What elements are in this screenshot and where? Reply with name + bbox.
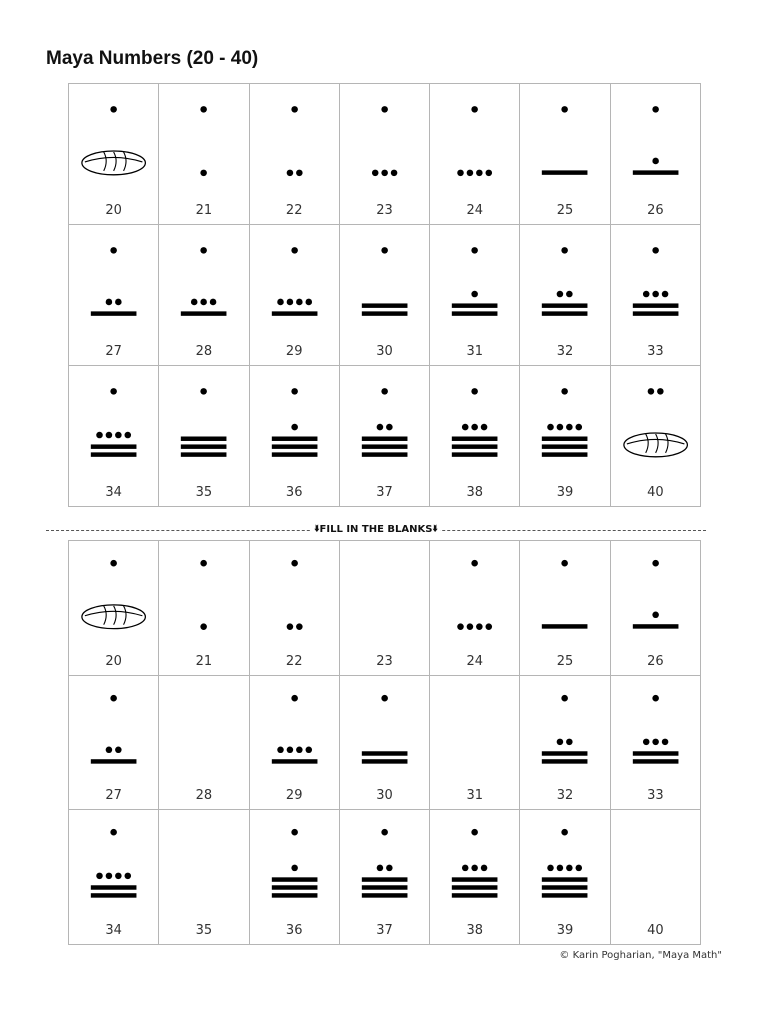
unit-bar bbox=[271, 436, 317, 440]
unit-bar bbox=[452, 894, 498, 898]
fill-in-cell bbox=[520, 676, 610, 811]
unit-dot bbox=[291, 865, 298, 872]
shell-rib bbox=[655, 434, 657, 453]
reference-cell bbox=[430, 225, 520, 366]
numeral-value: 27 bbox=[105, 788, 122, 804]
reference-cell bbox=[159, 225, 249, 366]
unit-dot bbox=[305, 299, 312, 306]
unit-dot bbox=[462, 424, 469, 431]
numeral-value: 25 bbox=[556, 653, 574, 669]
unit-bar bbox=[271, 444, 317, 448]
unit-bar bbox=[452, 452, 498, 456]
shell-rib bbox=[124, 152, 126, 171]
shell-rib bbox=[114, 606, 116, 625]
unit-dot bbox=[381, 170, 388, 177]
numeral-value: 29 bbox=[285, 788, 303, 804]
numeral-value: 38 bbox=[466, 485, 484, 500]
numeral-value: 34 bbox=[105, 923, 122, 938]
unit-bar bbox=[542, 444, 588, 448]
numeral-value: 32 bbox=[556, 788, 574, 804]
fill-in-number-grid bbox=[68, 540, 701, 945]
reference-cell bbox=[69, 366, 159, 507]
reference-cell bbox=[520, 225, 610, 366]
shell-zero-icon bbox=[624, 433, 687, 457]
fill-in-cell bbox=[250, 541, 340, 676]
unit-bar bbox=[271, 886, 317, 890]
unit-dot bbox=[286, 299, 293, 306]
upper-dot bbox=[652, 695, 659, 702]
unit-dot bbox=[96, 873, 103, 880]
numeral-value: 39 bbox=[556, 923, 574, 938]
upper-dot bbox=[652, 106, 659, 113]
unit-dot bbox=[567, 865, 574, 872]
unit-bar bbox=[542, 624, 588, 628]
upper-number-grid bbox=[68, 83, 701, 507]
reference-cell bbox=[430, 84, 520, 225]
unit-dot bbox=[106, 746, 113, 753]
divider-label-wrap bbox=[311, 522, 440, 538]
unit-dot bbox=[377, 424, 384, 431]
reference-cell bbox=[69, 225, 159, 366]
reference-cell bbox=[250, 84, 340, 225]
unit-dot bbox=[277, 746, 284, 753]
fill-in-cell[interactable] bbox=[159, 810, 249, 945]
numeral-value: 33 bbox=[647, 344, 664, 359]
unit-bar bbox=[91, 894, 137, 898]
upper-dot bbox=[381, 106, 388, 113]
numeral-value: 38 bbox=[466, 923, 484, 938]
fill-in-cell[interactable] bbox=[159, 676, 249, 811]
upper-dot bbox=[381, 829, 388, 836]
numeral-value: 31 bbox=[466, 344, 484, 359]
numeral-value: 27 bbox=[105, 344, 122, 359]
upper-dot bbox=[291, 247, 298, 254]
reference-cell bbox=[250, 366, 340, 507]
unit-dot bbox=[377, 865, 384, 872]
unit-dot bbox=[106, 873, 113, 880]
unit-bar bbox=[542, 436, 588, 440]
numeral-value: 20 bbox=[105, 203, 122, 218]
upper-dot bbox=[110, 829, 117, 836]
upper-dot bbox=[201, 106, 208, 113]
unit-dot bbox=[125, 873, 132, 880]
unit-dot bbox=[652, 291, 659, 298]
reference-cell bbox=[340, 366, 430, 507]
unit-dot bbox=[457, 170, 464, 177]
upper-dot bbox=[562, 829, 569, 836]
upper-dot bbox=[562, 388, 569, 395]
unit-bar bbox=[633, 751, 679, 755]
unit-bar bbox=[633, 311, 679, 315]
numeral-value: 23 bbox=[376, 653, 393, 669]
unit-bar bbox=[91, 759, 137, 763]
shell-rib bbox=[104, 606, 106, 625]
unit-bar bbox=[633, 624, 679, 628]
unit-bar bbox=[362, 894, 408, 898]
unit-bar bbox=[452, 436, 498, 440]
fill-in-cell bbox=[520, 541, 610, 676]
shell-zero-icon bbox=[82, 605, 145, 629]
unit-bar bbox=[362, 878, 408, 882]
unit-dot bbox=[201, 299, 208, 306]
unit-dot bbox=[481, 865, 488, 872]
upper-dot bbox=[472, 829, 479, 836]
unit-bar bbox=[452, 878, 498, 882]
unit-bar bbox=[452, 886, 498, 890]
numeral-value: 28 bbox=[195, 788, 213, 804]
fill-in-cell bbox=[69, 810, 159, 945]
upper-dot bbox=[652, 560, 659, 567]
divider-label: FILL IN THE BLANKS bbox=[319, 524, 433, 535]
fill-in-cell bbox=[340, 676, 430, 811]
unit-bar bbox=[91, 452, 137, 456]
shell-rib bbox=[114, 152, 116, 171]
unit-dot bbox=[467, 170, 474, 177]
numeral-value: 30 bbox=[376, 788, 393, 804]
unit-dot bbox=[576, 865, 583, 872]
unit-bar bbox=[362, 886, 408, 890]
unit-dot bbox=[652, 738, 659, 745]
unit-bar bbox=[362, 311, 408, 315]
shell-rib bbox=[124, 606, 126, 625]
unit-bar bbox=[633, 170, 679, 174]
unit-dot bbox=[486, 623, 493, 630]
unit-dot bbox=[291, 424, 298, 431]
shell-rib bbox=[104, 152, 106, 171]
unit-bar bbox=[181, 436, 227, 440]
shell-curve bbox=[627, 439, 685, 443]
shell-curve bbox=[85, 611, 143, 615]
upper-dot bbox=[110, 560, 117, 567]
page-title: Maya Numbers (20 - 40) bbox=[46, 48, 259, 69]
unit-bar bbox=[271, 452, 317, 456]
unit-dot bbox=[286, 623, 293, 630]
unit-dot bbox=[472, 291, 479, 298]
upper-dot bbox=[472, 247, 479, 254]
reference-cell bbox=[69, 84, 159, 225]
numeral-value: 23 bbox=[376, 203, 393, 218]
upper-dot bbox=[562, 247, 569, 254]
copyright-credit: © Karin Pogharian, "Maya Math" bbox=[559, 950, 722, 961]
fill-in-cell bbox=[430, 810, 520, 945]
numeral-value: 24 bbox=[466, 203, 484, 218]
reference-cell bbox=[611, 225, 701, 366]
unit-dot bbox=[548, 424, 555, 431]
unit-bar bbox=[362, 303, 408, 307]
numeral-value: 20 bbox=[105, 653, 122, 669]
unit-bar bbox=[542, 751, 588, 755]
numeral-value: 36 bbox=[285, 485, 303, 500]
numeral-value: 21 bbox=[195, 203, 213, 218]
fill-in-cell bbox=[611, 676, 701, 811]
upper-dot bbox=[291, 106, 298, 113]
reference-cell bbox=[520, 84, 610, 225]
unit-dot bbox=[210, 299, 217, 306]
unit-dot bbox=[481, 424, 488, 431]
upper-dot bbox=[110, 247, 117, 254]
shell-rib bbox=[665, 434, 667, 453]
unit-dot bbox=[576, 424, 583, 431]
unit-dot bbox=[548, 865, 555, 872]
unit-bar bbox=[542, 878, 588, 882]
unit-bar bbox=[271, 878, 317, 882]
numeral-value: 22 bbox=[285, 653, 303, 669]
numeral-value: 28 bbox=[195, 344, 213, 359]
numeral-value: 31 bbox=[466, 788, 484, 804]
unit-dot bbox=[643, 738, 650, 745]
unit-dot bbox=[277, 299, 284, 306]
unit-dot bbox=[296, 299, 303, 306]
reference-cell bbox=[611, 84, 701, 225]
upper-dot bbox=[201, 247, 208, 254]
unit-bar bbox=[633, 759, 679, 763]
reference-cell bbox=[520, 366, 610, 507]
numeral-value: 36 bbox=[285, 923, 303, 938]
numeral-value: 37 bbox=[376, 923, 393, 938]
reference-cell bbox=[340, 84, 430, 225]
unit-dot bbox=[115, 746, 122, 753]
unit-dot bbox=[661, 291, 668, 298]
reference-cell bbox=[430, 366, 520, 507]
numeral-value: 40 bbox=[647, 923, 664, 938]
unit-dot bbox=[557, 865, 564, 872]
unit-bar bbox=[91, 444, 137, 448]
numeral-value: 24 bbox=[466, 653, 484, 669]
upper-dot bbox=[291, 695, 298, 702]
upper-dot bbox=[201, 388, 208, 395]
unit-dot bbox=[201, 170, 208, 177]
unit-dot bbox=[652, 158, 659, 165]
upper-dot bbox=[291, 829, 298, 836]
unit-dot bbox=[391, 170, 398, 177]
numeral-value: 22 bbox=[285, 203, 303, 218]
upper-dot bbox=[562, 695, 569, 702]
fill-in-divider bbox=[46, 522, 706, 538]
unit-bar bbox=[633, 303, 679, 307]
unit-dot bbox=[191, 299, 198, 306]
unit-bar bbox=[271, 759, 317, 763]
upper-dot bbox=[562, 560, 569, 567]
unit-dot bbox=[115, 299, 122, 306]
upper-dot bbox=[291, 388, 298, 395]
unit-dot bbox=[476, 170, 483, 177]
unit-dot bbox=[386, 424, 393, 431]
numeral-value: 26 bbox=[647, 653, 664, 669]
unit-dot bbox=[305, 746, 312, 753]
unit-dot bbox=[462, 865, 469, 872]
upper-dot bbox=[647, 388, 654, 395]
upper-dot bbox=[110, 388, 117, 395]
fill-in-cell bbox=[250, 676, 340, 811]
numeral-value: 32 bbox=[556, 344, 574, 359]
unit-bar bbox=[91, 886, 137, 890]
unit-bar bbox=[542, 303, 588, 307]
numeral-value: 21 bbox=[195, 653, 213, 669]
unit-dot bbox=[643, 291, 650, 298]
upper-dot bbox=[472, 560, 479, 567]
fill-in-cell bbox=[159, 541, 249, 676]
upper-dot bbox=[562, 106, 569, 113]
reference-cell bbox=[159, 84, 249, 225]
unit-dot bbox=[106, 432, 113, 439]
numeral-value: 40 bbox=[647, 485, 664, 500]
upper-dot bbox=[472, 106, 479, 113]
unit-dot bbox=[115, 873, 122, 880]
unit-dot bbox=[96, 432, 103, 439]
unit-dot bbox=[472, 424, 479, 431]
unit-dot bbox=[296, 623, 303, 630]
unit-bar bbox=[91, 311, 137, 315]
unit-dot bbox=[557, 291, 564, 298]
shell-rib bbox=[645, 434, 647, 453]
numeral-value: 37 bbox=[376, 485, 393, 500]
reference-cell bbox=[159, 366, 249, 507]
numeral-value: 26 bbox=[647, 203, 664, 218]
unit-dot bbox=[467, 623, 474, 630]
unit-dot bbox=[557, 738, 564, 745]
unit-bar bbox=[362, 759, 408, 763]
numeral-value: 35 bbox=[195, 485, 213, 500]
unit-bar bbox=[452, 444, 498, 448]
upper-dot bbox=[657, 388, 664, 395]
shell-zero-icon bbox=[82, 151, 145, 175]
unit-dot bbox=[476, 623, 483, 630]
unit-bar bbox=[362, 751, 408, 755]
unit-bar bbox=[362, 444, 408, 448]
unit-dot bbox=[472, 865, 479, 872]
numeral-value: 34 bbox=[105, 485, 122, 500]
unit-dot bbox=[567, 738, 574, 745]
upper-dot bbox=[381, 695, 388, 702]
unit-dot bbox=[106, 299, 113, 306]
fill-in-cell bbox=[250, 810, 340, 945]
fill-in-cell bbox=[69, 676, 159, 811]
upper-dot bbox=[291, 560, 298, 567]
upper-dot bbox=[201, 560, 208, 567]
unit-dot bbox=[286, 746, 293, 753]
fill-in-cell bbox=[611, 541, 701, 676]
unit-dot bbox=[652, 611, 659, 618]
shell-curve bbox=[85, 157, 143, 161]
shell-outline bbox=[82, 605, 145, 629]
unit-bar bbox=[181, 444, 227, 448]
unit-dot bbox=[296, 170, 303, 177]
unit-dot bbox=[557, 424, 564, 431]
unit-bar bbox=[542, 759, 588, 763]
arrow-down-icon: 🢛 bbox=[432, 524, 438, 535]
fill-in-cell[interactable] bbox=[430, 676, 520, 811]
unit-dot bbox=[567, 424, 574, 431]
fill-in-cell bbox=[430, 541, 520, 676]
numeral-value: 29 bbox=[285, 344, 303, 359]
fill-in-cell[interactable] bbox=[611, 810, 701, 945]
unit-bar bbox=[542, 170, 588, 174]
unit-bar bbox=[542, 452, 588, 456]
unit-bar bbox=[271, 894, 317, 898]
reference-cell bbox=[250, 225, 340, 366]
fill-in-cell[interactable] bbox=[340, 541, 430, 676]
unit-bar bbox=[452, 311, 498, 315]
unit-dot bbox=[486, 170, 493, 177]
fill-in-cell bbox=[69, 541, 159, 676]
unit-dot bbox=[567, 291, 574, 298]
shell-outline bbox=[82, 151, 145, 175]
unit-dot bbox=[201, 623, 208, 630]
unit-dot bbox=[386, 865, 393, 872]
unit-dot bbox=[296, 746, 303, 753]
numeral-value: 33 bbox=[647, 788, 664, 804]
unit-dot bbox=[125, 432, 132, 439]
unit-bar bbox=[362, 452, 408, 456]
unit-dot bbox=[115, 432, 122, 439]
upper-dot bbox=[381, 388, 388, 395]
unit-bar bbox=[271, 311, 317, 315]
fill-in-cell bbox=[520, 810, 610, 945]
shell-outline bbox=[624, 433, 687, 457]
unit-bar bbox=[181, 311, 227, 315]
unit-bar bbox=[362, 436, 408, 440]
upper-dot bbox=[472, 388, 479, 395]
unit-bar bbox=[542, 311, 588, 315]
upper-dot bbox=[110, 106, 117, 113]
unit-dot bbox=[457, 623, 464, 630]
upper-dot bbox=[110, 695, 117, 702]
reference-cell bbox=[340, 225, 430, 366]
unit-bar bbox=[542, 894, 588, 898]
fill-in-cell bbox=[340, 810, 430, 945]
numeral-value: 30 bbox=[376, 344, 393, 359]
unit-bar bbox=[542, 886, 588, 890]
arrow-down-icon: 🢛 bbox=[314, 524, 320, 535]
numeral-value: 39 bbox=[556, 485, 574, 500]
unit-dot bbox=[372, 170, 379, 177]
numeral-value: 35 bbox=[195, 923, 213, 938]
unit-bar bbox=[452, 303, 498, 307]
unit-bar bbox=[181, 452, 227, 456]
reference-cell bbox=[611, 366, 701, 507]
unit-dot bbox=[661, 738, 668, 745]
unit-dot bbox=[286, 170, 293, 177]
numeral-value: 25 bbox=[556, 203, 574, 218]
upper-dot bbox=[652, 247, 659, 254]
upper-dot bbox=[381, 247, 388, 254]
